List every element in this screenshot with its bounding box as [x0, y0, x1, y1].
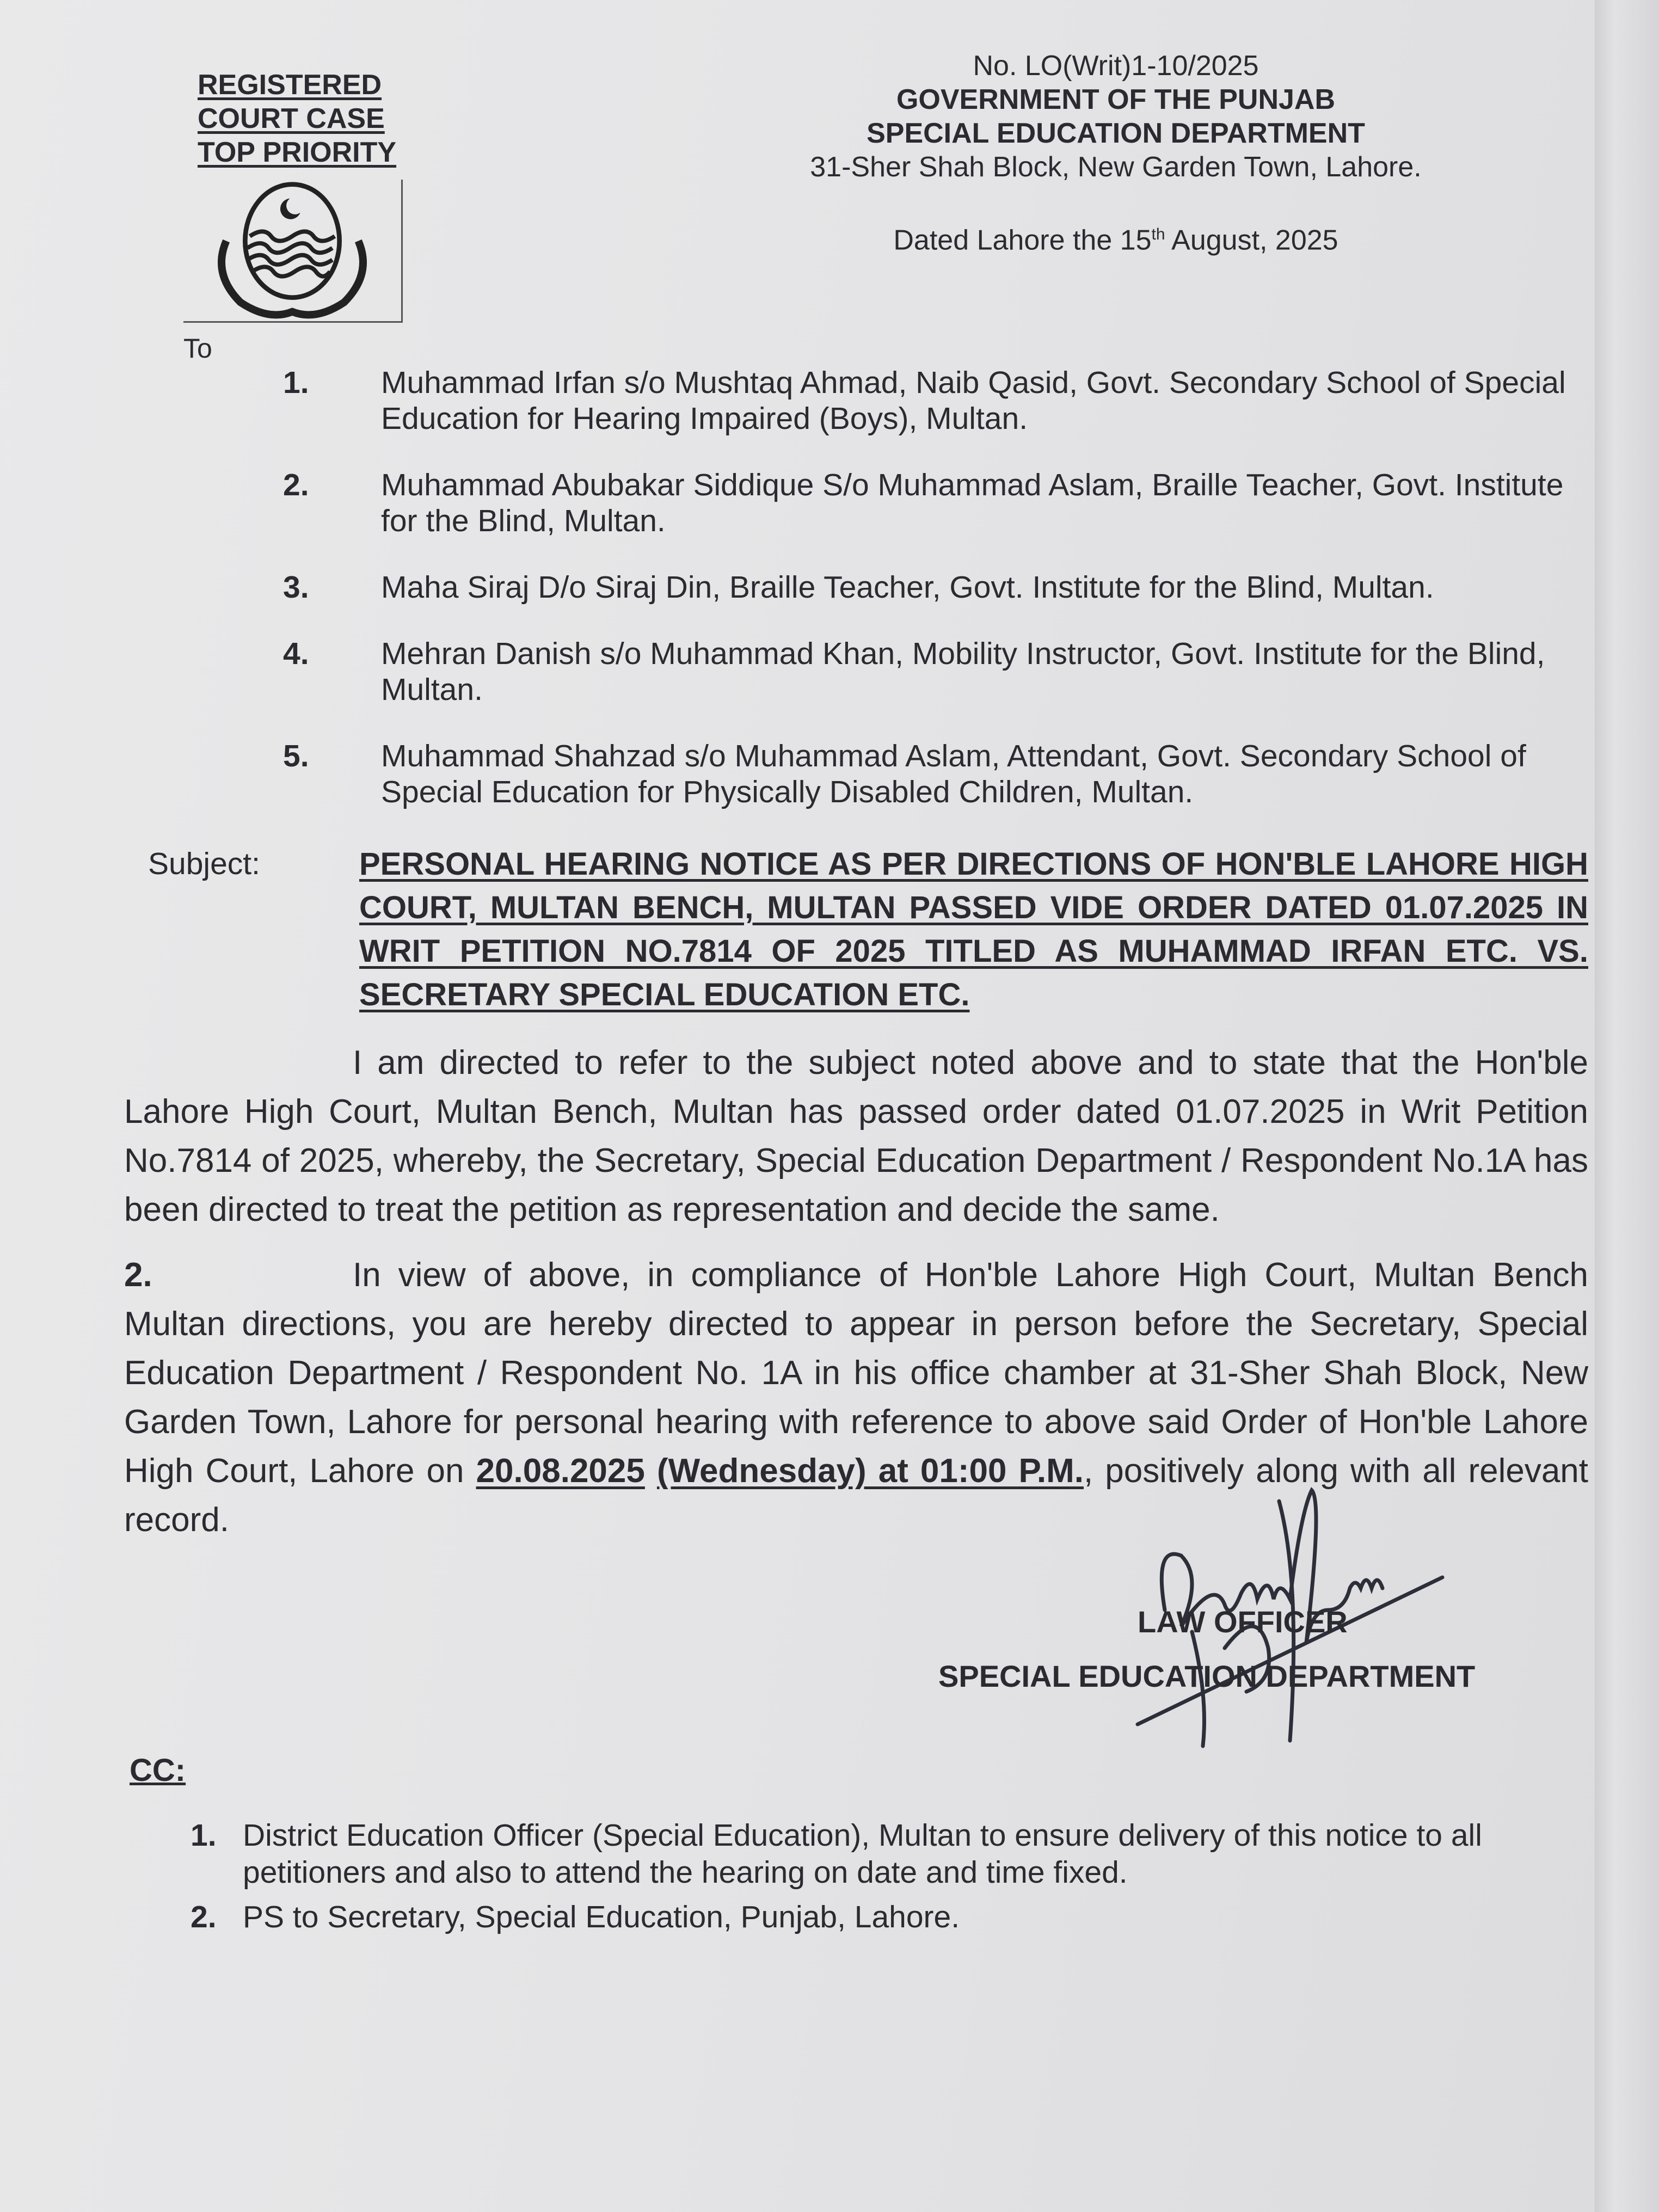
cc-item	[191, 1817, 1588, 1891]
item-text: Muhammad Abubakar Siddique S/o Muhammad Aslam, Braille Teacher, Govt. Institute for the Blind, Multan.	[381, 468, 1564, 538]
date-text: Dated Lahore the 15	[893, 224, 1152, 256]
government-name: GOVERNMENT OF THE PUNJAB	[896, 84, 1336, 115]
subject-row	[124, 843, 1588, 1017]
item-text: Muhammad Irfan s/o Mushtaq Ahmad, Naib Qasid, Govt. Secondary School of Special Education for Hearing Impaired (Boys), Multan.	[381, 365, 1566, 436]
recipient-item	[124, 636, 1588, 708]
reference-number: No. LO(Writ)1-10/2025	[973, 50, 1259, 82]
date-text: August, 2025	[1165, 224, 1338, 256]
subject-text	[359, 843, 1588, 1017]
item-number: 1.	[283, 365, 309, 400]
cc-item	[191, 1898, 1588, 1936]
letter-body	[124, 332, 1588, 1936]
date-sup: th	[1151, 225, 1165, 243]
paragraph-1: I am directed to refer to the subject noted above and to state that the Hon'ble Lahore High Court, Multan Bench, Multan has passed order dated 01.07.2025 in Writ Petition No.7814 of 2025, whereby, the Secretary, Special Education Department / Respondent No.1A has been directed to treat the petition as representation and decide the same.	[124, 1044, 1588, 1228]
stamp-line: COURT CASE	[198, 103, 385, 134]
punjab-seal-icon	[183, 180, 403, 323]
item-number: 1.	[191, 1818, 217, 1853]
item-number: 5.	[283, 739, 309, 773]
paragraph-2	[124, 1251, 1588, 1545]
item-number: 2.	[191, 1900, 217, 1934]
stamp-line: TOP PRIORITY	[198, 137, 397, 168]
paragraph-text: In view of above, in compliance of Hon'ble Lahore High Court, Multan Bench Multan directions, you are hereby directed to appear in person before the Secretary, Special Education Department / Respondent No. 1A in his office chamber at 31-Sher Shah Block, New Garden Town, Lahore for personal hearing with reference to above said Order of Hon'ble Lahore High Court, Lahore on	[124, 1256, 1588, 1490]
item-number: 3.	[283, 570, 309, 605]
recipient-item	[124, 365, 1588, 437]
priority-stamp	[198, 68, 396, 169]
hearing-time: (Wednesday) at 01:00 P.M.	[656, 1452, 1084, 1490]
item-text: Maha Siraj D/o Siraj Din, Braille Teacher, Govt. Institute for the Blind, Multan.	[381, 570, 1434, 605]
stamp-line: REGISTERED	[198, 69, 382, 101]
recipient-list	[124, 365, 1588, 810]
letterhead	[708, 49, 1524, 184]
to-label: To	[183, 333, 212, 364]
signatory-title: LAW OFFICER	[1138, 1605, 1348, 1639]
item-text: Muhammad Shahzad s/o Muhammad Aslam, Attendant, Govt. Secondary School of Special Education for Physically Disabled Children, Multan.	[381, 739, 1526, 809]
subject-label: Subject:	[148, 846, 260, 881]
item-text: District Education Officer (Special Education), Multan to ensure delivery of this notice to all petitioners and also to attend the hearing on date and time fixed.	[243, 1818, 1482, 1890]
cc-label: CC:	[130, 1753, 186, 1788]
paragraph-tail: , positively along with all relevant record.	[124, 1452, 1589, 1539]
signatory-department: SPECIAL EDUCATION DEPARTMENT	[938, 1659, 1476, 1693]
department-name: SPECIAL EDUCATION DEPARTMENT	[867, 118, 1365, 149]
item-text: PS to Secretary, Special Education, Punjab, Lahore.	[243, 1900, 960, 1934]
recipient-item	[124, 467, 1588, 539]
recipient-item	[124, 569, 1588, 605]
item-text: Mehran Danish s/o Muhammad Khan, Mobility Instructor, Govt. Institute for the Blind, Multan.	[381, 636, 1545, 707]
item-number: 2.	[283, 468, 309, 502]
recipient-item	[124, 738, 1588, 810]
hearing-date: 20.08.2025	[476, 1452, 645, 1490]
address: 31-Sher Shah Block, New Garden Town, Lahore.	[810, 151, 1422, 183]
item-number: 4.	[283, 636, 309, 671]
date-line	[762, 218, 1470, 257]
subject-underlined: PERSONAL HEARING NOTICE AS PER DIRECTIONS OF HON'BLE LAHORE HIGH COURT, MULTAN BENCH, MULTAN PASSED VIDE ORDER DATED 01.07.2025 IN WRIT PETITION NO.7814 OF 2025 TITLED AS MUHAMMAD IRFAN ETC. VS. SECRETARY SPECIAL EDUCATION ETC.	[359, 846, 1588, 1012]
signature-block	[124, 1605, 1588, 1708]
paragraph-number: 2.	[124, 1256, 152, 1294]
